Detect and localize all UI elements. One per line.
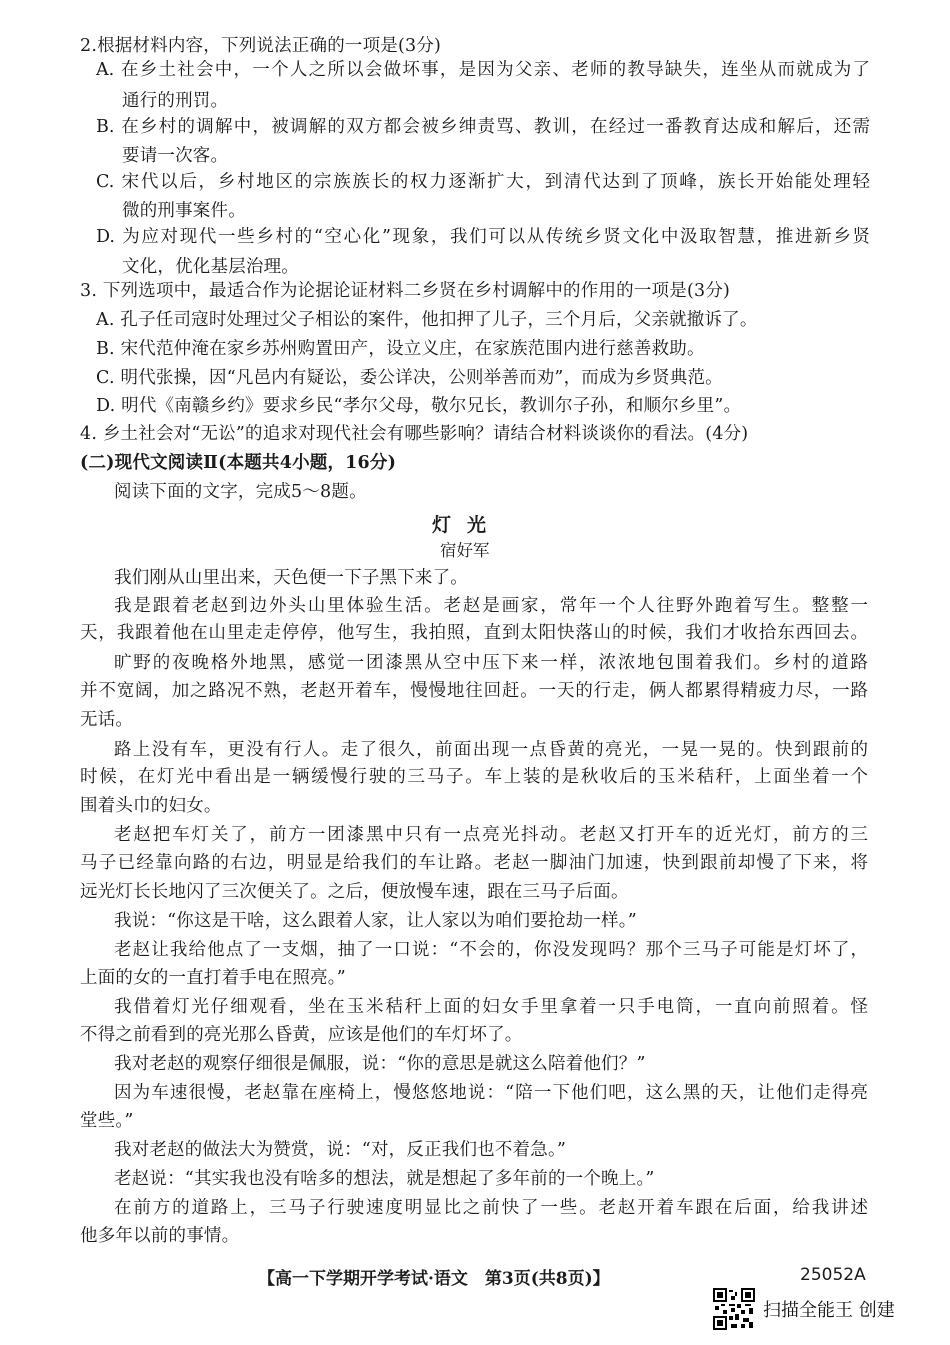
article-line-1: 我们刚从山里出来，天色便一下子黑下来了。 <box>114 568 468 588</box>
article-line-19: 因为车速很慢，老赵靠在座椅上，慢悠悠地说：“陪一下他们吧，这么黑的天，让他们走得亮 <box>114 1083 868 1103</box>
q2-option-a-line2: 通行的刑罚。 <box>122 91 229 111</box>
q3-stem: 3. 下列选项中，最适合作为论据论证材料二乡贤在乡村调解中的作用的一项是(3分) <box>80 281 731 301</box>
article-title: 灯光 <box>432 514 503 536</box>
article-line-14: 老赵让我给他点了一支烟，抽了一口说：“不会的，你没发现吗？那个三马子可能是灯坏了， <box>114 940 868 960</box>
article-line-8: 时候，在灯光中看出是一辆缓慢行驶的三马子。车上装的是秋收后的玉米秸秆，上面坐着一个 <box>80 767 868 787</box>
q4-stem: 4. 乡土社会对“无讼”的追求对现代社会有哪些影响？请结合材料谈谈你的看法。(4分) <box>80 424 749 444</box>
article-line-21: 我对老赵的做法大为赞赏，说：“对，反正我们也不着急。” <box>114 1140 567 1160</box>
q2-option-b-line1: B. 在乡村的调解中，被调解的双方都会被乡绅责骂、教训，在经过一番教育达成和解后，还需 <box>96 117 870 137</box>
q3-option-d: D. 明代《南赣乡约》要求乡民“孝尔父母，敬尔兄长，教训尔子孙，和顺尔乡里”。 <box>96 396 742 416</box>
q2-option-d-line2: 文化，优化基层治理。 <box>122 257 299 277</box>
article-line-12: 远光灯长长地闪了三次便关了。之后，便放慢车速，跟在三马子后面。 <box>80 882 629 902</box>
q2-option-c-line2: 微的刑事案件。 <box>122 201 246 221</box>
q3-option-c: C. 明代张操，因“凡邑内有疑讼，委公详决，公则举善而劝”，而成为乡贤典范。 <box>96 368 723 388</box>
q2-option-c-line1: C. 宋代以后，乡村地区的宗族族长的权力逐渐扩大，到清代达到了顶峰，族长开始能处理轻 <box>96 172 870 192</box>
article-line-7: 路上没有车，更没有行人。走了很久，前面出现一点昏黄的亮光，一晃一晃的。快到跟前的 <box>114 740 868 760</box>
article-line-6: 无话。 <box>80 710 134 730</box>
q2-option-a-line1: A. 在乡土社会中，一个人之所以会做坏事，是因为父亲、老师的教导缺失，连坐从而就成为了 <box>96 60 870 80</box>
article-line-22: 老赵说：“其实我也没有啥多的想法，就是想起了多年前的一个晚上。” <box>114 1169 655 1189</box>
article-line-10: 老赵把车灯关了，前方一团漆黑中只有一点亮光抖动。老赵又打开车的近光灯，前方的三 <box>114 825 868 845</box>
article-line-17: 不得之前看到的亮光那么昏黄，应该是他们的车灯坏了。 <box>80 1025 523 1045</box>
q2-option-d-line1: D. 为应对现代一些乡村的“空心化”现象，我们可以从传统乡贤文化中汲取智慧，推进新乡贤 <box>96 227 870 247</box>
article-line-15: 上面的女的一直打着手电在照亮。” <box>80 968 346 988</box>
article-line-4: 旷野的夜晚格外地黑，感觉一团漆黑从空中压下来一样，浓浓地包围着我们。乡村的道路 <box>114 653 868 673</box>
article-line-3: 天，我跟着他在山里走走停停，他写生，我拍照，直到太阳快落山的时候，我们才收拾东西回去。 <box>80 623 868 643</box>
scanner-watermark: 扫描全能王 创建 <box>763 1300 895 1321</box>
q3-option-b: B. 宋代范仲淹在家乡苏州购置田产，设立义庄，在家族范围内进行慈善救助。 <box>96 339 705 359</box>
article-line-20: 堂些。” <box>80 1111 134 1131</box>
section-heading: (二)现代文阅读Ⅱ(本题共4小题，16分) <box>80 453 397 473</box>
article-line-11: 马子已经靠向路的右边，明显是给我们的车让路。老赵一脚油门加速，快到跟前却慢了下来，将 <box>80 853 868 873</box>
q2-stem: 2.根据材料内容，下列说法正确的一项是(3分) <box>80 36 442 56</box>
article-line-16: 我借着灯光仔细观看，坐在玉米秸秆上面的妇女手里拿着一只手电筒，一直向前照着。怪 <box>114 997 868 1017</box>
footer-code: 25052A <box>800 1265 866 1285</box>
article-line-18: 我对老赵的观察仔细很是佩服，说：“你的意思是就这么陪着他们？” <box>114 1054 646 1074</box>
footer-exam-info: 【高一下学期开学考试·语文 第3页(共8页)】 <box>258 1269 610 1289</box>
article-line-24: 他多年以前的事情。 <box>80 1226 240 1246</box>
section-instruction: 阅读下面的文字，完成5～8题。 <box>114 482 367 502</box>
article-line-13: 我说：“你这是干啥，这么跟着人家，让人家以为咱们要抢劫一样。” <box>114 911 637 931</box>
q2-option-b-line2: 要请一次客。 <box>122 146 229 166</box>
qr-code-icon <box>713 1288 755 1330</box>
article-line-2: 我是跟着老赵到边外头山里体验生活。老赵是画家，常年一个人往野外跑着写生。整整一 <box>114 596 868 616</box>
q3-option-a: A. 孔子任司寇时处理过父子相讼的案件，他扣押了儿子，三个月后，父亲就撤诉了。 <box>96 310 758 330</box>
article-author: 宿好军 <box>440 541 490 560</box>
article-line-23: 在前方的道路上，三马子行驶速度明显比之前快了一些。老赵开着车跟在后面，给我讲述 <box>114 1198 868 1218</box>
article-line-5: 并不宽阔，加之路况不熟，老赵开着车，慢慢地往回赶。一天的行走，俩人都累得精疲力尽，一路 <box>80 681 868 701</box>
article-line-9: 围着头巾的妇女。 <box>80 796 222 816</box>
